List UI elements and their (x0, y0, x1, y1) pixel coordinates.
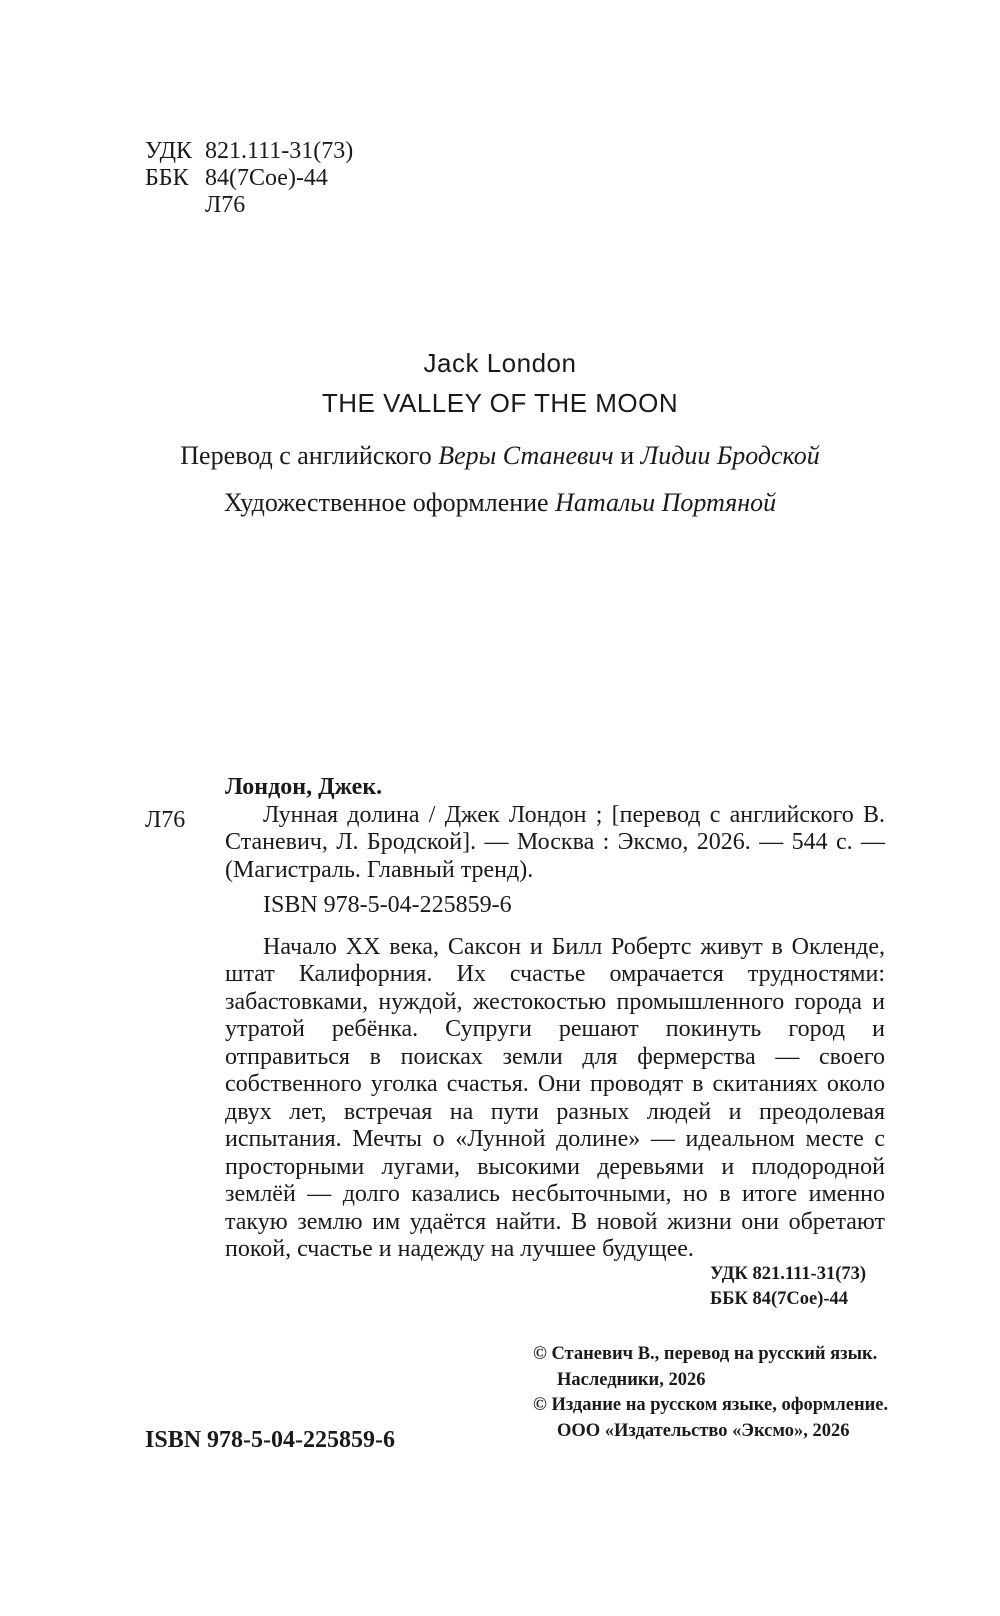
translation-conjunction: и (620, 441, 635, 470)
annotation: Начало XX века, Саксон и Билл Робертс живут в Окленде, штат Калифорния. Их счастье омрачается трудностями: забастовками, нуждой, жестокостью промышленного города и утратой ребёнка. Супруги решают покинуть город и отправиться в поисках земли для фермерства — своего собственного уголка счастья. Они проводят в скитаниях около двух лет, встречая на пути разных людей и преодолевая испытания. Мечты о «Лунной долине» — идеальном месте с просторными лугами, высокими деревьями и плодородной землёй — долго казались несбыточными, но в итоге именно такую землю им удаётся найти. В новой жизни они обретают покой, счастье и надежду на лучшее будущее. (225, 933, 885, 1262)
udk-row (145, 138, 353, 165)
bbk-label: ББК (145, 165, 189, 191)
author-heading: Лондон, Джек. (225, 774, 383, 800)
translator-2: Лидии Бродской (640, 441, 820, 470)
translator-1: Веры Станевич (438, 441, 614, 470)
biblio-mark: Л76 (145, 807, 186, 833)
copyright-block (533, 1342, 888, 1444)
bbk-row (145, 165, 353, 192)
design-prefix: Художественное оформление (223, 488, 549, 517)
author-mark-row (145, 192, 353, 219)
footer-isbn: ISBN 978-5-04-225859-6 (145, 1427, 395, 1453)
biblio-description: Лунная долина / Джек Лондон ; [перевод с английского В. Станевич, Л. Бродской]. — Москва : Эксмо, 2026. — 544 с. — (Магистраль. Главный тренд). (225, 801, 885, 883)
translation-credit (0, 441, 1000, 471)
bbk-value: 84(7Сое)-44 (205, 165, 328, 191)
udk-label: УДК (145, 138, 192, 164)
copyright-2-line-1: © Издание на русском языке, оформление. (533, 1395, 889, 1415)
biblio-isbn: ISBN 978-5-04-225859-6 (263, 892, 512, 918)
udk-value: 821.111-31(73) (205, 138, 354, 164)
biblio-bbk: ББК 84(7Сое)-44 (710, 1289, 849, 1309)
design-credit (0, 488, 1000, 518)
original-title: THE VALLEY OF THE MOON (321, 388, 679, 418)
original-author: Jack London (423, 348, 577, 378)
designer: Натальи Портяной (555, 488, 777, 517)
biblio-codes (710, 1262, 866, 1312)
copyright-1-line-1: © Станевич В., перевод на русский язык. (533, 1344, 878, 1364)
copyright-2-line-2: ООО «Издательство «Эксмо», 2026 (557, 1420, 850, 1441)
classification-block (145, 138, 353, 219)
author-mark: Л76 (205, 192, 246, 218)
copyright-1-line-2: Наследники, 2026 (557, 1369, 706, 1390)
translation-prefix: Перевод с английского (180, 441, 432, 470)
biblio-udk: УДК 821.111-31(73) (710, 1264, 867, 1284)
bibliographic-record (225, 774, 885, 1264)
